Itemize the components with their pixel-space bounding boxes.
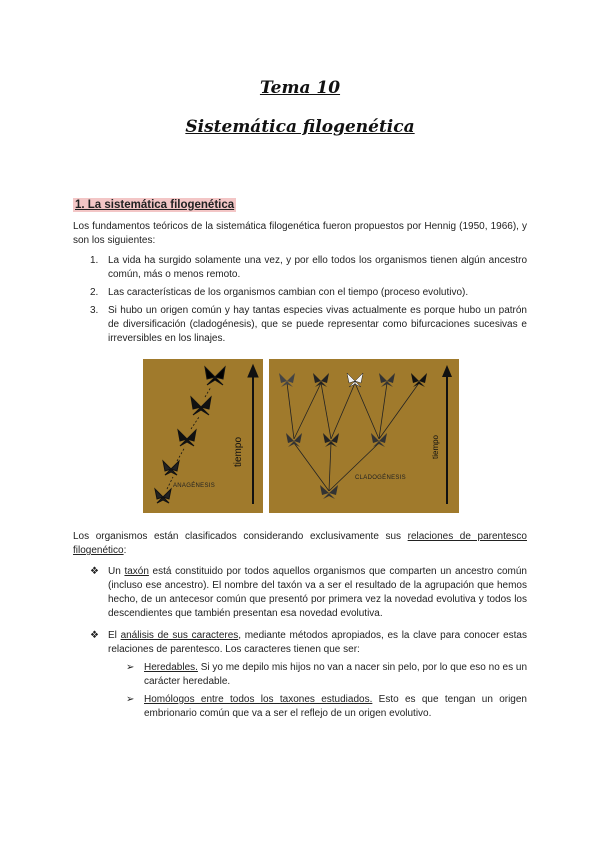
- item-number: 1.: [90, 255, 99, 266]
- bullet-text: está constituido por todos aquellos organismos que comparten un ancestro común (incluso ese ancestro). El nombre del taxón va a ser el resultado de la agrupación que hemos hecho, de un antecesor común que presentó por primera vez la novedad evolutiva y todos los descendientes que también presentan esa novedad evolutiva.: [108, 566, 527, 619]
- list-item: [73, 254, 527, 282]
- relations-colon: :: [123, 545, 127, 556]
- arrow-bullet-icon: ➢: [126, 694, 135, 705]
- relations-paragraph: [73, 530, 527, 558]
- butterfly-icon: [178, 430, 196, 446]
- butterfly-icon: [347, 373, 363, 387]
- item-text: Las características de los organismos cambian con el tiempo (proceso evolutivo).: [108, 287, 469, 298]
- butterfly-icon: [163, 461, 179, 475]
- principles-list: [73, 254, 527, 350]
- list-item: [108, 661, 527, 689]
- butterfly-icon: [155, 489, 171, 503]
- diamond-bullet-icon: ❖: [90, 566, 99, 577]
- bullet-text: , mediante métodos apropiados, es la clave para conocer estas relaciones de parentesco. Los caracteres tienen que ser:: [108, 630, 527, 655]
- list-item: [73, 629, 527, 721]
- relations-term: relaciones de parentesco filogenético: [73, 531, 527, 556]
- list-item: [73, 565, 527, 621]
- item-number: 2.: [90, 287, 99, 298]
- concepts-list: [73, 565, 527, 729]
- cladogenesis-figure: [269, 359, 459, 513]
- page-subtitle: Sistemática filogenética: [185, 117, 415, 137]
- item-text: Si hubo un origen común y hay tantas especies vivas actualmente es porque hubo un patrón de diversificación (cladogénesis), que se puede representar como bifurcaciones sucesivas e irreversibles en los linajes.: [108, 305, 527, 344]
- butterfly-icon: [205, 367, 225, 385]
- list-item: [73, 286, 527, 300]
- sub-text: Si yo me depilo mis hijos no van a nacer sin pelo, por lo que eso no es un carácter heredable.: [144, 662, 528, 687]
- time-axis-label: tiempo: [233, 436, 244, 467]
- butterfly-icon: [191, 397, 211, 415]
- page-title: Tema 10: [259, 78, 341, 98]
- sub-text: Esto es que tengan un origen embrionario común que va a ser el reflejo de un origen evolutivo.: [144, 694, 527, 719]
- cladogenesis-label: CLADOGÉNESIS: [355, 475, 406, 481]
- characters-term: análisis de sus caracteres: [120, 630, 239, 641]
- taxon-term: taxón: [124, 566, 149, 577]
- sub-term: Heredables.: [144, 662, 198, 673]
- bullet-text: Un: [108, 566, 125, 577]
- list-item: [73, 304, 527, 346]
- butterfly-icon: [411, 373, 427, 387]
- butterfly-icon: [371, 433, 387, 447]
- section-heading: 1. La sistemática filogenética: [75, 199, 235, 211]
- anagenesis-figure: [143, 359, 263, 513]
- intro-paragraph: Los fundamentos teóricos de la sistemática filogenética fueron propuestos por Hennig (1950, 1966), y son los siguientes:: [73, 221, 527, 246]
- butterfly-icon: [286, 433, 302, 447]
- anagenesis-diagram: [143, 359, 263, 513]
- item-number: 3.: [90, 305, 99, 316]
- relations-text: Los organismos están clasificados considerando exclusivamente sus: [73, 531, 408, 542]
- characters-sublist: [108, 661, 527, 721]
- anagenesis-label: ANAGÉNESIS: [173, 483, 216, 489]
- arrow-bullet-icon: ➢: [126, 662, 135, 673]
- list-item: [108, 693, 527, 721]
- item-text: La vida ha surgido solamente una vez, y por ello todos los organismos tienen algún ancestro común, más o menos remoto.: [108, 255, 527, 280]
- sub-term: Homólogos entre todos los taxones estudiados.: [144, 694, 373, 705]
- time-axis-label: tiempo: [431, 434, 440, 459]
- diamond-bullet-icon: ❖: [90, 630, 99, 641]
- bullet-text: El: [108, 630, 121, 641]
